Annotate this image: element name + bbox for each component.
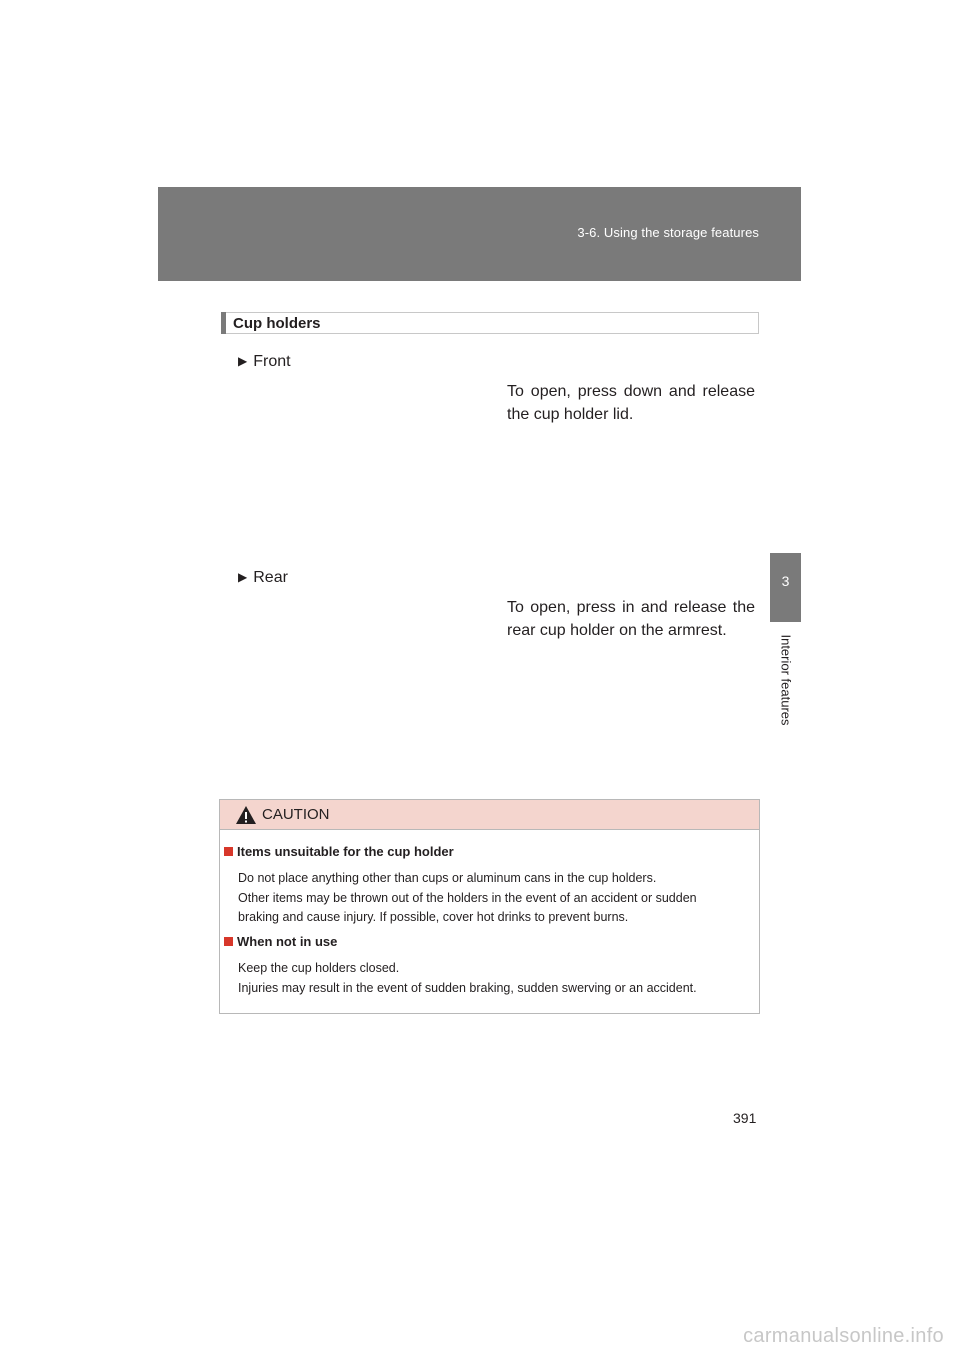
caution-line: Other items may be thrown out of the holders in the event of an accident or sudden	[238, 890, 697, 905]
chapter-tab	[770, 553, 801, 622]
caution-line: Do not place anything other than cups or aluminum cans in the cup holders.	[238, 871, 657, 885]
rear-label	[238, 569, 288, 587]
page-number: 391	[733, 1110, 757, 1126]
caution-title: CAUTION	[262, 806, 330, 823]
red-square-icon	[224, 937, 233, 946]
caution-item-title-text: Items unsuitable for the cup holder	[237, 844, 454, 859]
caution-line: braking and cause injury. If possible, cover hot drinks to prevent burns.	[238, 910, 629, 924]
caution-item-text	[238, 959, 756, 998]
section-title: 3-6. Using the storage features	[577, 225, 759, 240]
section-heading	[221, 312, 759, 334]
caution-item-title	[224, 844, 454, 859]
watermark[interactable]: carmanualsonline.info	[743, 1325, 944, 1347]
right-triangle-icon: ▶	[238, 354, 248, 368]
right-triangle-icon: ▶	[238, 570, 248, 584]
caution-item-text	[238, 869, 756, 928]
rear-label-text: Rear	[253, 569, 288, 586]
caution-item-title	[224, 934, 337, 949]
red-square-icon	[224, 847, 233, 856]
caution-header	[220, 800, 759, 830]
front-description: To open, press down and release the cup holder lid.	[507, 383, 755, 423]
warning-triangle-icon	[235, 805, 257, 825]
heading-bar	[221, 312, 226, 334]
front-label-text: Front	[253, 353, 291, 370]
caution-line: Injuries may result in the event of sudden braking, sudden swerving or an accident.	[238, 980, 697, 995]
rear-description: To open, press in and release the rear cup holder on the armrest.	[507, 599, 755, 639]
header-band	[158, 187, 801, 281]
caution-item-title-text: When not in use	[237, 934, 338, 949]
front-label	[238, 353, 291, 371]
caution-line: Keep the cup holders closed.	[238, 961, 400, 975]
heading-title: Cup holders	[233, 315, 321, 332]
chapter-label: Interior features	[778, 634, 794, 726]
chapter-number: 3	[781, 573, 790, 589]
caution-box	[219, 799, 760, 1014]
